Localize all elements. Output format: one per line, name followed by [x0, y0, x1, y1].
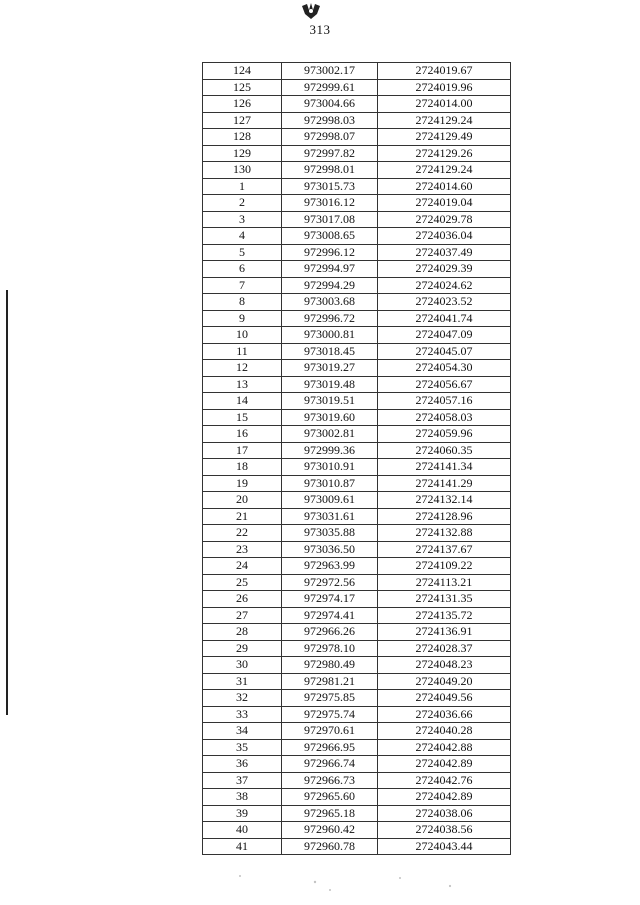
table-row — [203, 79, 511, 96]
x-coordinate-cell: 972965.60 — [282, 789, 378, 806]
y-coordinate-cell: 2724129.24 — [378, 112, 511, 129]
point-number-cell: 125 — [203, 79, 282, 96]
table-row — [203, 508, 511, 525]
point-number-cell: 124 — [203, 63, 282, 80]
table-row — [203, 360, 511, 377]
x-coordinate-cell: 973031.61 — [282, 508, 378, 525]
x-coordinate-cell: 973003.68 — [282, 294, 378, 311]
point-number-cell: 130 — [203, 162, 282, 179]
x-coordinate-cell: 973004.66 — [282, 96, 378, 113]
table-row — [203, 673, 511, 690]
table-row — [203, 162, 511, 179]
x-coordinate-cell: 973017.08 — [282, 211, 378, 228]
x-coordinate-cell: 973002.17 — [282, 63, 378, 80]
y-coordinate-cell: 2724058.03 — [378, 409, 511, 426]
table-row — [203, 195, 511, 212]
y-coordinate-cell: 2724129.26 — [378, 145, 511, 162]
x-coordinate-cell: 972960.42 — [282, 822, 378, 839]
x-coordinate-cell: 972970.61 — [282, 723, 378, 740]
point-number-cell: 37 — [203, 772, 282, 789]
x-coordinate-cell: 972966.95 — [282, 739, 378, 756]
point-number-cell: 6 — [203, 261, 282, 278]
point-number-cell: 10 — [203, 327, 282, 344]
scan-margin-line — [6, 290, 8, 715]
y-coordinate-cell: 2724109.22 — [378, 558, 511, 575]
table-row — [203, 228, 511, 245]
x-coordinate-cell: 972965.18 — [282, 805, 378, 822]
y-coordinate-cell: 2724131.35 — [378, 591, 511, 608]
x-coordinate-cell: 972974.41 — [282, 607, 378, 624]
page-number: 313 — [309, 22, 331, 37]
y-coordinate-cell: 2724042.88 — [378, 739, 511, 756]
point-number-cell: 7 — [203, 277, 282, 294]
point-number-cell: 39 — [203, 805, 282, 822]
table-row — [203, 756, 511, 773]
y-coordinate-cell: 2724059.96 — [378, 426, 511, 443]
table-row — [203, 838, 511, 855]
y-coordinate-cell: 2724128.96 — [378, 508, 511, 525]
y-coordinate-cell: 2724047.09 — [378, 327, 511, 344]
x-coordinate-cell: 972963.99 — [282, 558, 378, 575]
point-number-cell: 17 — [203, 442, 282, 459]
point-number-cell: 21 — [203, 508, 282, 525]
x-coordinate-cell: 973010.87 — [282, 475, 378, 492]
y-coordinate-cell: 2724038.56 — [378, 822, 511, 839]
x-coordinate-cell: 973009.61 — [282, 492, 378, 509]
point-number-cell: 127 — [203, 112, 282, 129]
table-row — [203, 310, 511, 327]
point-number-cell: 8 — [203, 294, 282, 311]
point-number-cell: 5 — [203, 244, 282, 261]
point-number-cell: 26 — [203, 591, 282, 608]
x-coordinate-cell: 973019.48 — [282, 376, 378, 393]
point-number-cell: 3 — [203, 211, 282, 228]
y-coordinate-cell: 2724029.39 — [378, 261, 511, 278]
x-coordinate-cell: 972972.56 — [282, 574, 378, 591]
y-coordinate-cell: 2724137.67 — [378, 541, 511, 558]
table-row — [203, 723, 511, 740]
y-coordinate-cell: 2724028.37 — [378, 640, 511, 657]
y-coordinate-cell: 2724042.89 — [378, 756, 511, 773]
x-coordinate-cell: 973010.91 — [282, 459, 378, 476]
table-row — [203, 277, 511, 294]
x-coordinate-cell: 972997.82 — [282, 145, 378, 162]
point-number-cell: 24 — [203, 558, 282, 575]
y-coordinate-cell: 2724038.06 — [378, 805, 511, 822]
y-coordinate-cell: 2724132.14 — [378, 492, 511, 509]
y-coordinate-cell: 2724049.20 — [378, 673, 511, 690]
table-row — [203, 426, 511, 443]
y-coordinate-cell: 2724036.66 — [378, 706, 511, 723]
y-coordinate-cell: 2724060.35 — [378, 442, 511, 459]
x-coordinate-cell: 973019.60 — [282, 409, 378, 426]
y-coordinate-cell: 2724019.96 — [378, 79, 511, 96]
y-coordinate-cell: 2724042.76 — [378, 772, 511, 789]
table-row — [203, 657, 511, 674]
y-coordinate-cell: 2724141.29 — [378, 475, 511, 492]
y-coordinate-cell: 2724023.52 — [378, 294, 511, 311]
table-row — [203, 492, 511, 509]
x-coordinate-cell: 972998.07 — [282, 129, 378, 146]
x-coordinate-cell: 973008.65 — [282, 228, 378, 245]
point-number-cell: 27 — [203, 607, 282, 624]
point-number-cell: 16 — [203, 426, 282, 443]
point-number-cell: 36 — [203, 756, 282, 773]
y-coordinate-cell: 2724019.67 — [378, 63, 511, 80]
x-coordinate-cell: 972996.12 — [282, 244, 378, 261]
point-number-cell: 12 — [203, 360, 282, 377]
y-coordinate-cell: 2724054.30 — [378, 360, 511, 377]
y-coordinate-cell: 2724048.23 — [378, 657, 511, 674]
table-row — [203, 789, 511, 806]
emblem-icon — [300, 2, 322, 20]
y-coordinate-cell: 2724045.07 — [378, 343, 511, 360]
point-number-cell: 2 — [203, 195, 282, 212]
x-coordinate-cell: 972980.49 — [282, 657, 378, 674]
table-row — [203, 822, 511, 839]
point-number-cell: 126 — [203, 96, 282, 113]
table-row — [203, 475, 511, 492]
y-coordinate-cell: 2724056.67 — [378, 376, 511, 393]
table-row — [203, 624, 511, 641]
point-number-cell: 35 — [203, 739, 282, 756]
x-coordinate-cell: 972975.85 — [282, 690, 378, 707]
x-coordinate-cell: 973036.50 — [282, 541, 378, 558]
x-coordinate-cell: 972966.74 — [282, 756, 378, 773]
coordinates-table — [202, 62, 511, 855]
table-row — [203, 574, 511, 591]
x-coordinate-cell: 972966.73 — [282, 772, 378, 789]
point-number-cell: 30 — [203, 657, 282, 674]
x-coordinate-cell: 973016.12 — [282, 195, 378, 212]
table-row — [203, 112, 511, 129]
point-number-cell: 128 — [203, 129, 282, 146]
point-number-cell: 19 — [203, 475, 282, 492]
coordinates-table-wrapper — [202, 62, 510, 855]
y-coordinate-cell: 2724132.88 — [378, 525, 511, 542]
table-row — [203, 376, 511, 393]
point-number-cell: 1 — [203, 178, 282, 195]
x-coordinate-cell: 973019.27 — [282, 360, 378, 377]
y-coordinate-cell: 2724041.74 — [378, 310, 511, 327]
table-row — [203, 409, 511, 426]
y-coordinate-cell: 2724135.72 — [378, 607, 511, 624]
table-row — [203, 211, 511, 228]
table-row — [203, 805, 511, 822]
point-number-cell: 32 — [203, 690, 282, 707]
x-coordinate-cell: 972994.97 — [282, 261, 378, 278]
y-coordinate-cell: 2724019.04 — [378, 195, 511, 212]
table-row — [203, 129, 511, 146]
x-coordinate-cell: 972994.29 — [282, 277, 378, 294]
x-coordinate-cell: 973002.81 — [282, 426, 378, 443]
point-number-cell: 33 — [203, 706, 282, 723]
table-row — [203, 607, 511, 624]
y-coordinate-cell: 2724129.24 — [378, 162, 511, 179]
x-coordinate-cell: 972999.36 — [282, 442, 378, 459]
x-coordinate-cell: 972978.10 — [282, 640, 378, 657]
y-coordinate-cell: 2724014.00 — [378, 96, 511, 113]
x-coordinate-cell: 972966.26 — [282, 624, 378, 641]
point-number-cell: 34 — [203, 723, 282, 740]
y-coordinate-cell: 2724024.62 — [378, 277, 511, 294]
scan-noise — [220, 868, 480, 898]
x-coordinate-cell: 972999.61 — [282, 79, 378, 96]
point-number-cell: 23 — [203, 541, 282, 558]
point-number-cell: 15 — [203, 409, 282, 426]
table-row — [203, 63, 511, 80]
x-coordinate-cell: 972974.17 — [282, 591, 378, 608]
y-coordinate-cell: 2724014.60 — [378, 178, 511, 195]
point-number-cell: 40 — [203, 822, 282, 839]
table-row — [203, 459, 511, 476]
x-coordinate-cell: 973015.73 — [282, 178, 378, 195]
point-number-cell: 9 — [203, 310, 282, 327]
point-number-cell: 4 — [203, 228, 282, 245]
x-coordinate-cell: 972998.01 — [282, 162, 378, 179]
table-row — [203, 558, 511, 575]
table-row — [203, 442, 511, 459]
table-row — [203, 739, 511, 756]
table-row — [203, 343, 511, 360]
y-coordinate-cell: 2724141.34 — [378, 459, 511, 476]
point-number-cell: 18 — [203, 459, 282, 476]
x-coordinate-cell: 972960.78 — [282, 838, 378, 855]
x-coordinate-cell: 973019.51 — [282, 393, 378, 410]
x-coordinate-cell: 972981.21 — [282, 673, 378, 690]
y-coordinate-cell: 2724036.04 — [378, 228, 511, 245]
point-number-cell: 25 — [203, 574, 282, 591]
point-number-cell: 22 — [203, 525, 282, 542]
table-row — [203, 591, 511, 608]
point-number-cell: 28 — [203, 624, 282, 641]
table-row — [203, 96, 511, 113]
table-row — [203, 541, 511, 558]
x-coordinate-cell: 972975.74 — [282, 706, 378, 723]
table-row — [203, 294, 511, 311]
point-number-cell: 14 — [203, 393, 282, 410]
y-coordinate-cell: 2724042.89 — [378, 789, 511, 806]
coordinates-table-body — [203, 63, 511, 855]
y-coordinate-cell: 2724057.16 — [378, 393, 511, 410]
table-row — [203, 772, 511, 789]
y-coordinate-cell: 2724043.44 — [378, 838, 511, 855]
x-coordinate-cell: 972996.72 — [282, 310, 378, 327]
point-number-cell: 11 — [203, 343, 282, 360]
y-coordinate-cell: 2724136.91 — [378, 624, 511, 641]
table-row — [203, 178, 511, 195]
point-number-cell: 41 — [203, 838, 282, 855]
x-coordinate-cell: 972998.03 — [282, 112, 378, 129]
table-row — [203, 261, 511, 278]
point-number-cell: 13 — [203, 376, 282, 393]
table-row — [203, 640, 511, 657]
point-number-cell: 29 — [203, 640, 282, 657]
table-row — [203, 145, 511, 162]
x-coordinate-cell: 973000.81 — [282, 327, 378, 344]
table-row — [203, 393, 511, 410]
y-coordinate-cell: 2724049.56 — [378, 690, 511, 707]
y-coordinate-cell: 2724040.28 — [378, 723, 511, 740]
table-row — [203, 690, 511, 707]
point-number-cell: 38 — [203, 789, 282, 806]
table-row — [203, 244, 511, 261]
table-row — [203, 327, 511, 344]
y-coordinate-cell: 2724029.78 — [378, 211, 511, 228]
point-number-cell: 20 — [203, 492, 282, 509]
table-row — [203, 525, 511, 542]
y-coordinate-cell: 2724037.49 — [378, 244, 511, 261]
y-coordinate-cell: 2724129.49 — [378, 129, 511, 146]
x-coordinate-cell: 973018.45 — [282, 343, 378, 360]
y-coordinate-cell: 2724113.21 — [378, 574, 511, 591]
x-coordinate-cell: 973035.88 — [282, 525, 378, 542]
point-number-cell: 129 — [203, 145, 282, 162]
point-number-cell: 31 — [203, 673, 282, 690]
table-row — [203, 706, 511, 723]
